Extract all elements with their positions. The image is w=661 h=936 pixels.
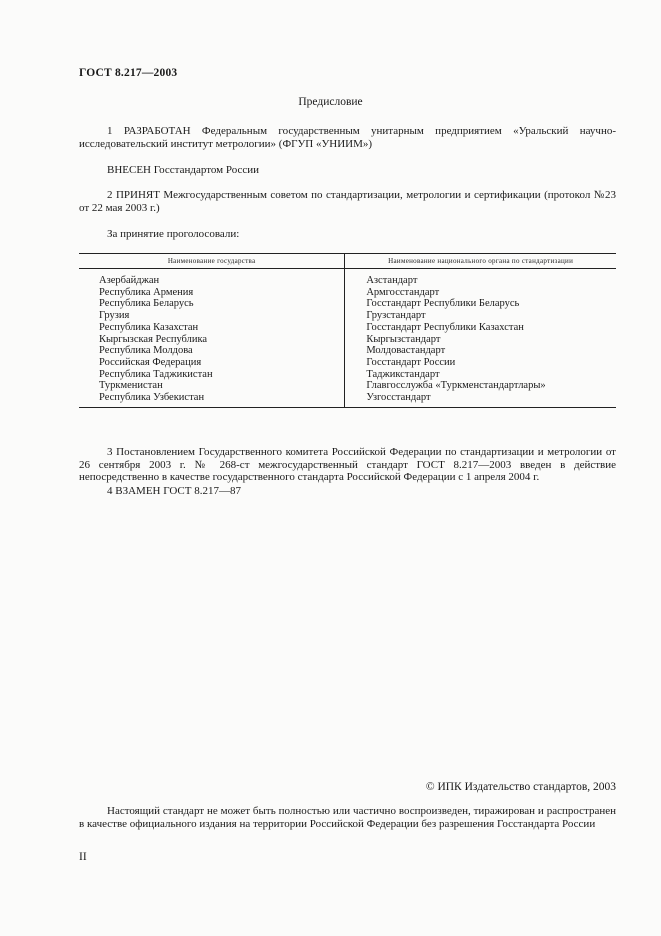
table-header-row (79, 254, 616, 269)
standards-bodies-column (345, 269, 616, 408)
paragraph-developed: 1 РАЗРАБОТАН Федеральным государственным унитарным предприятием «Уральский научно-исследовательский институт метрологии» (ФГУП «УНИИМ») (79, 125, 616, 150)
states-column (79, 269, 345, 408)
standards-body-name: Узгосстандарт (366, 392, 431, 404)
paragraph-voted-intro: За принятие проголосовали: (107, 228, 240, 240)
copyright-line: © ИПК Издательство стандартов, 2003 (425, 781, 616, 793)
reproduction-notice: Настоящий стандарт не может быть полностью или частично воспроизведен, тиражирован и распространен в качестве официального издания на территории Российской Федерации без разрешения Госстандарта России (79, 805, 616, 830)
state-name: Республика Беларусь (99, 298, 194, 310)
standards-body-name: Кыргызстандарт (366, 333, 441, 345)
table-row (79, 269, 616, 408)
standards-body-name: Молдовастандарт (366, 345, 446, 357)
standards-body-name: Госстандарт Республики Казахстан (366, 321, 524, 333)
header-state: Наименование государства (79, 254, 345, 269)
state-name: Республика Молдова (99, 345, 193, 357)
state-name: Российская Федерация (99, 356, 202, 368)
section-title: Предисловие (298, 96, 363, 108)
paragraph-replaces: 4 ВЗАМЕН ГОСТ 8.217—87 (107, 485, 241, 497)
paragraph-decree: 3 Постановлением Государственного комитета Российской Федерации по стандартизации и метрологии от 26 сентября 2003 г. № 268-ст межгосударственный стандарт ГОСТ 8.217—2003 введен в действие непосредственно в качестве государственного стандарта Российской Федерации с 1 апреля 2004 г. (79, 446, 616, 483)
state-name: Кыргызская Республика (99, 333, 208, 345)
standards-body-name: Главгосслужба «Туркменстандартлары» (366, 380, 546, 392)
state-name: Республика Таджикистан (99, 368, 213, 380)
paragraph-introduced: ВНЕСЕН Госстандартом России (107, 164, 260, 176)
voting-table (79, 253, 616, 408)
standards-body-name: Госстандарт России (366, 356, 456, 368)
state-name: Грузия (99, 310, 130, 322)
document-code: ГОСТ 8.217—2003 (79, 67, 178, 79)
standards-body-name: Армгосстандарт (366, 286, 440, 298)
state-name: Республика Узбекистан (99, 392, 205, 404)
standards-body-name: Азстандарт (366, 275, 418, 286)
state-name: Туркменистан (99, 380, 163, 392)
standards-body-name: Госстандарт Республики Беларусь (366, 298, 520, 310)
state-name: Республика Армения (99, 286, 194, 298)
state-name: Республика Казахстан (99, 321, 199, 333)
header-standards-body: Наименование национального органа по стандартизации (345, 254, 616, 269)
standards-body-name: Таджикстандарт (366, 368, 440, 380)
page-number: II (79, 851, 87, 863)
paragraph-adopted: 2 ПРИНЯТ Межгосударственным советом по стандартизации, метрологии и сертификации (протокол №23 от 22 мая 2003 г.) (79, 189, 616, 214)
state-name: Азербайджан (99, 275, 160, 286)
standards-body-name: Грузстандарт (366, 310, 426, 322)
